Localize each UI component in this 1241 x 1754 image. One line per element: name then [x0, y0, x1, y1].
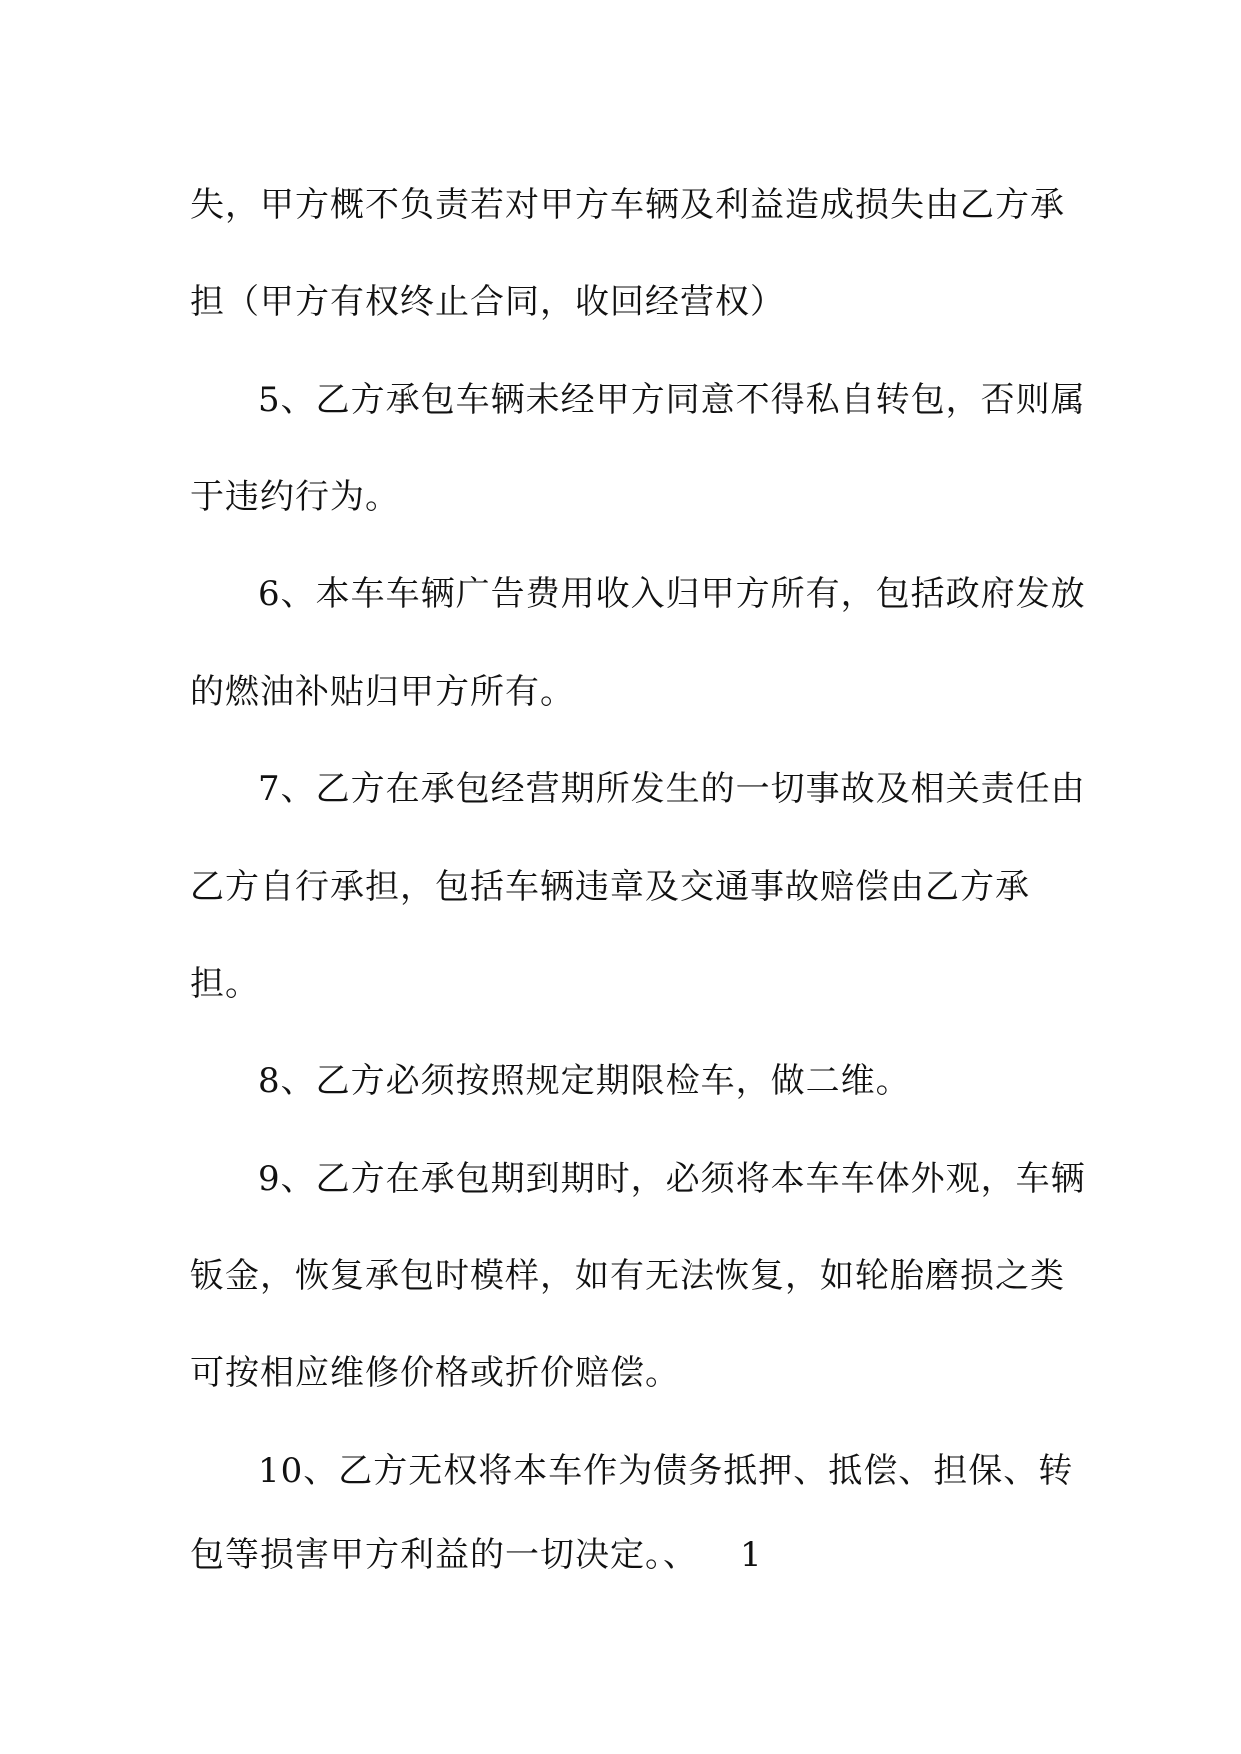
clause-10-line-2: 包等损害甲方利益的一切决定。、 [190, 1535, 698, 1575]
clause-9-line-2: 钣金，恢复承包时模样，如有无法恢复，如轮胎磨损之类 [190, 1256, 1065, 1296]
clause-5-line-1: 5、乙方承包车辆未经甲方同意不得私自转包，否则属 [258, 380, 1086, 420]
clause-8-line-1: 8、乙方必须按照规定期限检车，做二维。 [258, 1061, 911, 1101]
page-number: 1 [740, 1535, 762, 1575]
clause-6-line-1: 6、本车车辆广告费用收入归甲方所有，包括政府发放 [258, 574, 1086, 614]
text-line-1: 失，甲方概不负责若对甲方车辆及利益造成损失由乙方承 [190, 185, 1065, 225]
clause-7-line-2: 乙方自行承担，包括车辆违章及交通事故赔偿由乙方承 [190, 867, 1030, 907]
text-line-2: 担（甲方有权终止合同，收回经营权） [190, 282, 785, 322]
clause-6-line-2: 的燃油补贴归甲方所有。 [190, 672, 575, 712]
clause-9-line-3: 可按相应维修价格或折价赔偿。 [190, 1353, 680, 1393]
clause-10-line-1: 10、乙方无权将本车作为债务抵押、抵偿、担保、转 [258, 1451, 1074, 1491]
clause-9-line-1: 9、乙方在承包期到期时，必须将本车车体外观，车辆 [258, 1159, 1086, 1199]
clause-5-line-2: 于违约行为。 [190, 477, 400, 517]
clause-7-line-1: 7、乙方在承包经营期所发生的一切事故及相关责任由 [258, 769, 1086, 809]
clause-7-line-3: 担。 [190, 964, 260, 1004]
